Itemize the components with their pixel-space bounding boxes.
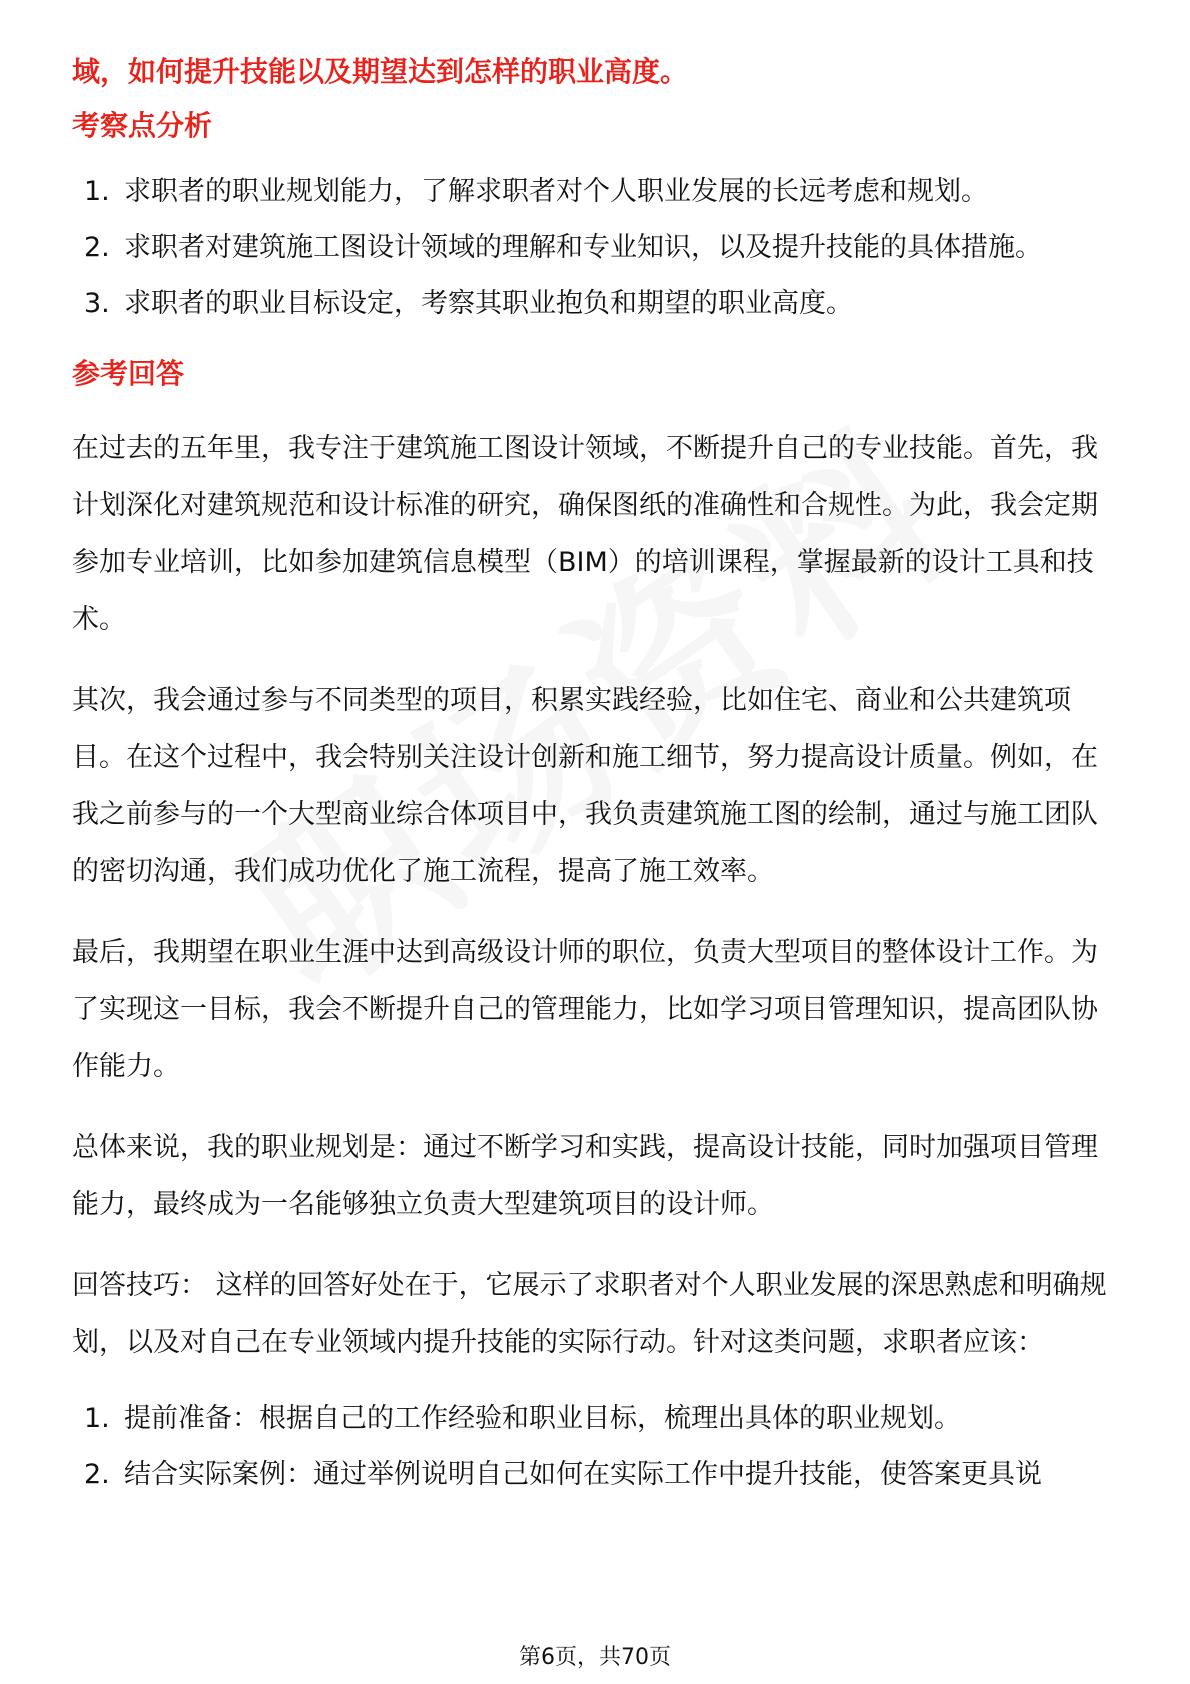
list-number: 2. [84,232,110,263]
list-text: 结合实际案例：通过举例说明自己如何在实际工作中提升技能，使答案更具说 [124,1459,1042,1490]
list-text: 提前准备：根据自己的工作经验和职业目标，梳理出具体的职业规划。 [124,1403,961,1434]
list-text: 求职者的职业目标设定，考察其职业抱负和期望的职业高度。 [124,288,853,319]
continued-question-line: 域，如何提升技能以及期望达到怎样的职业高度。 [72,55,689,88]
analysis-heading: 考察点分析 [72,109,213,142]
page-number: 第6页，共70页 [519,1645,671,1670]
list-number: 1. [84,176,110,207]
answer-paragraph: 总体来说，我的职业规划是：通过不断学习和实践，提高设计技能，同时加强项目管理能力，最终成为一名能够独立负责大型建筑项目的设计师。 [72,1132,1098,1220]
analysis-list [72,164,1118,332]
list-item [72,164,1118,220]
answer-heading: 参考回答 [72,357,185,390]
list-text: 求职者的职业规划能力，了解求职者对个人职业发展的长远考虑和规划。 [124,176,988,207]
list-item [72,1391,1118,1447]
answer-paragraph: 在过去的五年里，我专注于建筑施工图设计领域，不断提升自己的专业技能。首先，我计划深化对建筑规范和设计标准的研究，确保图纸的准确性和合规性。为此，我会定期参加专业培训，比如参加建筑信息模型（BIM）的培训课程，掌握最新的设计工具和技术。 [72,433,1098,635]
list-item [72,276,1118,332]
list-number: 3. [84,288,110,319]
list-item [72,1447,1118,1503]
answer-paragraph: 其次，我会通过参与不同类型的项目，积累实践经验，比如住宅、商业和公共建筑项目。在这个过程中，我会特别关注设计创新和施工细节，努力提高设计质量。例如，在我之前参与的一个大型商业综合体项目中，我负责建筑施工图的绘制，通过与施工团队的密切沟通，我们成功优化了施工流程，提高了施工效率。 [72,685,1098,887]
answer-tips-intro: 回答技巧： 这样的回答好处在于，它展示了求职者对个人职业发展的深思熟虑和明确规划，以及对自己在专业领域内提升技能的实际行动。针对这类问题，求职者应该： [72,1270,1107,1358]
list-item [72,220,1118,276]
answer-paragraph: 最后，我期望在职业生涯中达到高级设计师的职位，负责大型项目的整体设计工作。为了实现这一目标，我会不断提升自己的管理能力，比如学习项目管理知识，提高团队协作能力。 [72,937,1098,1082]
page-content [72,48,1118,1503]
list-number: 1. [84,1403,110,1434]
list-text: 求职者对建筑施工图设计领域的理解和专业知识，以及提升技能的具体措施。 [124,232,1042,263]
tips-list [72,1391,1118,1503]
list-number: 2. [84,1459,110,1490]
